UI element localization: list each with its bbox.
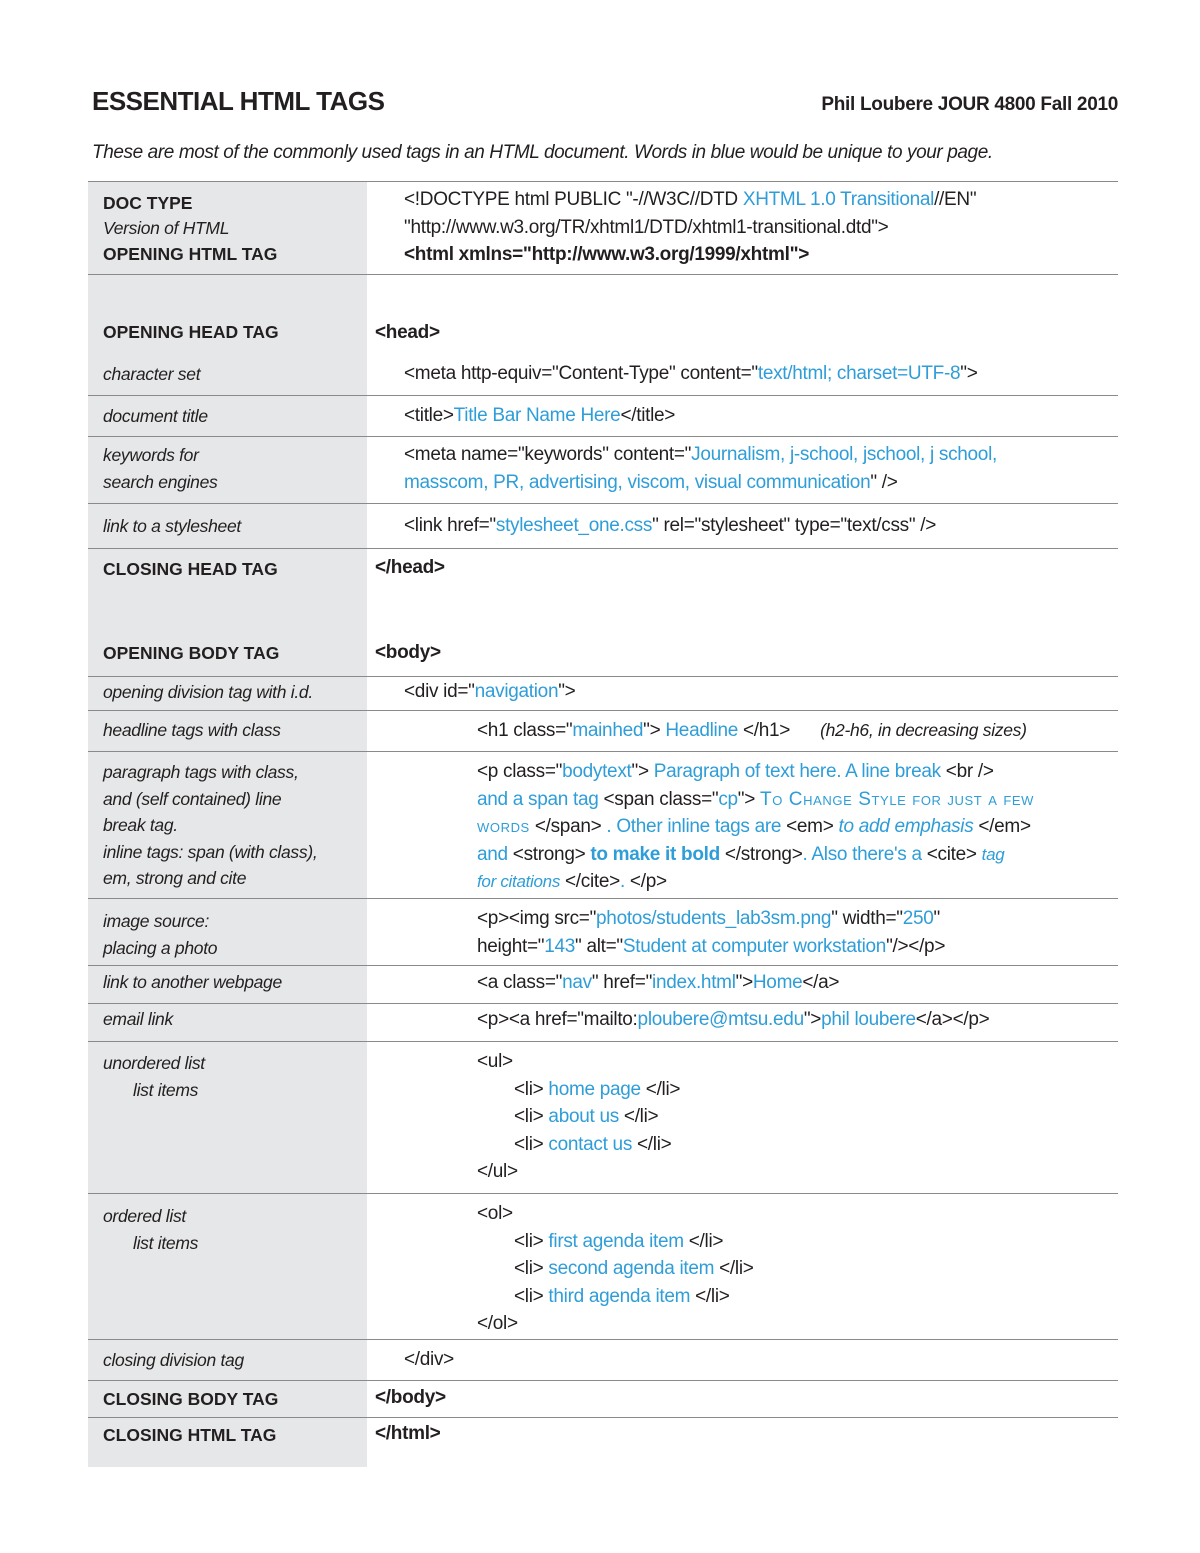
label-body-open: OPENING BODY TAG: [103, 643, 280, 663]
code-line: <ol>: [477, 1203, 513, 1224]
code-text: <title>: [404, 405, 454, 426]
label-head-open: OPENING HEAD TAG: [103, 322, 279, 342]
code-text: <p><img src=": [477, 908, 597, 929]
code-line: [477, 841, 1118, 869]
label-doctype: DOC TYPE: [103, 193, 193, 213]
code-line: <ul>: [477, 1051, 513, 1072]
row-label: [88, 396, 367, 436]
code-line: [404, 441, 1118, 469]
code-text: <li>: [514, 1258, 549, 1279]
label-image-2: placing a photo: [103, 937, 218, 958]
code-text: <!DOCTYPE html PUBLIC "-//W3C//DTD: [404, 189, 743, 210]
code-charset: [367, 355, 1118, 388]
label-image-1: image source:: [103, 911, 210, 931]
unique-text: phil loubere: [821, 1009, 916, 1030]
intro-text: These are most of the commonly used tags in an HTML document. Words in blue would be unique to your page.: [92, 142, 993, 163]
row-email: [88, 1003, 1118, 1041]
code-text: </title>: [620, 405, 676, 426]
code-ol: [367, 1194, 1118, 1338]
row-label: [88, 355, 367, 395]
row-label: [88, 752, 367, 898]
code-text: </li>: [640, 1078, 681, 1100]
row-label: [88, 1381, 367, 1417]
code-keywords: [367, 437, 1118, 496]
label-paragraph-5: em, strong and cite: [103, 868, 247, 888]
code-text: <meta name="keywords" content=": [404, 444, 692, 465]
row-label: [88, 549, 367, 635]
unique-text: home page: [548, 1078, 641, 1100]
code-text: </li>: [714, 1258, 754, 1279]
code-text: ">: [643, 720, 666, 741]
row-body-close: [88, 1380, 1118, 1417]
unique-text: . Other inline tags are: [606, 816, 787, 837]
row-label: [88, 966, 367, 1003]
code-text: </span>: [529, 816, 607, 837]
code-line: <html xmlns="http://www.w3.org/1999/xhtml">: [404, 244, 810, 265]
unique-text: 143: [544, 935, 576, 957]
unique-text: Journalism, j-school, jschool, j school,: [691, 444, 997, 465]
label-stylesheet: link to a stylesheet: [103, 516, 241, 536]
row-label: [88, 1194, 367, 1339]
label-keywords: keywords for: [103, 445, 199, 465]
code-text: " href=": [591, 972, 653, 993]
list-item: [477, 1283, 1118, 1311]
code-text: ">: [558, 681, 576, 702]
code-line: "http://www.w3.org/TR/xhtml1/DTD/xhtml1-transitional.dtd">: [404, 216, 889, 238]
unique-text: to make it bold: [590, 843, 720, 865]
code-head-close: </head>: [375, 557, 445, 578]
code-stylesheet: [367, 504, 1118, 540]
row-label: [88, 182, 367, 274]
list-item: [477, 1228, 1118, 1256]
code-text: " rel="stylesheet" type="text/css" />: [652, 515, 937, 536]
unique-text: Home: [752, 972, 803, 993]
code-line: </ul>: [477, 1161, 518, 1182]
code-text: ": [933, 908, 940, 929]
row-label: [88, 315, 367, 355]
code-text: </a></p>: [915, 1009, 990, 1030]
row-html-close: [88, 1417, 1118, 1467]
unique-text: tag: [981, 844, 1005, 864]
page-title: ESSENTIAL HTML TAGS: [92, 86, 385, 116]
unique-text: Title Bar Name Here: [453, 405, 621, 426]
unique-text: and: [477, 843, 513, 865]
code-text: <link href=": [404, 515, 496, 536]
row-label: [88, 677, 367, 710]
row-label: [88, 437, 367, 503]
code-text: </li>: [683, 1230, 724, 1252]
code-title: [367, 396, 1118, 430]
code-text: ">: [735, 972, 753, 993]
unique-text: mainhed: [572, 720, 644, 741]
label-div-close: closing division tag: [103, 1350, 244, 1370]
row-label: [88, 275, 367, 315]
list-item: [477, 1076, 1118, 1104]
code-text: <span class=": [603, 788, 719, 810]
unique-text: cp: [718, 788, 738, 810]
label-search-engines: search engines: [103, 471, 218, 492]
code-body-close: </body>: [375, 1387, 446, 1408]
unique-text: bodytext: [562, 761, 632, 782]
row-label: [88, 635, 367, 676]
code-email: [367, 1004, 1118, 1034]
code-head-open: <head>: [375, 322, 440, 343]
unique-text: ploubere@mtsu.edu: [637, 1009, 804, 1030]
row-label: [88, 504, 367, 548]
code-text: <div id=": [404, 681, 475, 702]
row-spacer: [88, 274, 1118, 315]
label-ul: unordered list: [103, 1053, 205, 1073]
code-div-open: [367, 677, 1118, 706]
code-body-open: <body>: [375, 642, 441, 663]
unique-text: first agenda item: [548, 1230, 684, 1252]
row-link: [88, 965, 1118, 1003]
code-text: </strong>: [719, 843, 803, 865]
label-charset: character set: [103, 364, 201, 384]
unique-text: to add emphasis: [838, 816, 974, 837]
code-text: </li>: [690, 1285, 730, 1307]
label-body-close: CLOSING BODY TAG: [103, 1389, 279, 1409]
unique-text: photos/students_lab3sm.png: [596, 908, 832, 929]
code-line: [477, 813, 1118, 841]
code-text: </cite>: [560, 871, 620, 892]
code-text: <a class=": [477, 972, 563, 993]
code-line: </ol>: [477, 1313, 518, 1334]
row-ol: [88, 1193, 1118, 1339]
code-line: [477, 933, 1118, 961]
label-email: email link: [103, 1009, 173, 1029]
row-headline: [88, 710, 1118, 751]
unique-text: nav: [562, 972, 592, 993]
row-stylesheet: [88, 503, 1118, 548]
code-text: </em>: [973, 816, 1031, 837]
row-label: [88, 711, 367, 751]
label-link: link to another webpage: [103, 972, 282, 992]
code-text: <p class=": [477, 761, 563, 782]
code-text: height=": [477, 935, 545, 957]
code-text: " />: [870, 471, 898, 493]
unique-text: Student at computer workstation: [622, 935, 887, 957]
row-paragraph: [88, 751, 1118, 898]
row-ul: [88, 1041, 1118, 1193]
code-line: [404, 469, 1118, 497]
code-text: ">: [803, 1009, 822, 1030]
code-text: </a>: [802, 972, 840, 993]
code-text: <li>: [514, 1230, 549, 1252]
unique-text: text/html; charset=UTF-8: [757, 363, 961, 384]
unique-text: and a span tag: [477, 788, 604, 810]
label-title: document title: [103, 406, 208, 426]
label-ol-items: list items: [133, 1232, 199, 1253]
code-text: ">: [960, 363, 978, 384]
code-line: [477, 786, 1118, 814]
code-text: " alt=": [575, 935, 623, 957]
code-paragraph: [367, 752, 1118, 896]
unique-text: masscom, PR, advertising, viscom, visual communication: [404, 471, 871, 493]
code-text: "/></p>: [886, 935, 946, 957]
unique-text: 250: [902, 908, 934, 929]
code-text: <cite>: [926, 843, 982, 865]
label-ul-items: list items: [133, 1079, 199, 1100]
code-text: <li>: [514, 1133, 549, 1155]
code-ul: [367, 1042, 1118, 1186]
code-text: <li>: [514, 1078, 549, 1100]
code-text: " width=": [831, 908, 903, 929]
unique-text: index.html: [652, 972, 736, 993]
label-div-open: opening division tag with i.d.: [103, 682, 313, 702]
unique-text: about us: [548, 1106, 619, 1127]
byline: Phil Loubere JOUR 4800 Fall 2010: [821, 94, 1118, 115]
unique-text: second agenda item: [548, 1258, 715, 1279]
label-html-close: CLOSING HTML TAG: [103, 1425, 277, 1445]
list-item: [477, 1255, 1118, 1283]
code-line: [404, 186, 1118, 214]
row-head-open: [88, 315, 1118, 355]
row-label: [88, 1004, 367, 1041]
code-div-close: </div>: [404, 1349, 454, 1370]
code-link: [367, 966, 1118, 997]
code-text: <meta http-equiv="Content-Type" content=": [404, 363, 758, 384]
code-headline: [367, 711, 1118, 745]
code-text: <p><a href="mailto:: [477, 1009, 638, 1030]
code-text: </h1>: [737, 720, 791, 741]
row-keywords: [88, 436, 1118, 503]
code-text: ">: [631, 761, 654, 782]
label-opening-html: OPENING HTML TAG: [103, 244, 278, 264]
row-charset: [88, 355, 1118, 395]
unique-text: third agenda item: [548, 1285, 691, 1307]
code-text: <li>: [514, 1106, 549, 1127]
tag-reference-table: [88, 181, 1118, 1467]
list-item: [477, 1103, 1118, 1131]
row-label: [88, 1418, 367, 1467]
label-paragraph-1: paragraph tags with class,: [103, 762, 299, 782]
row-body-open: [88, 635, 1118, 676]
code-text: <h1 class=": [477, 720, 573, 741]
label-paragraph-2: and (self contained) line: [103, 788, 282, 809]
unique-text: .: [619, 871, 630, 892]
row-title: [88, 395, 1118, 436]
row-code: [367, 182, 1118, 269]
row-label: [88, 1340, 367, 1380]
label-version: Version of HTML: [103, 217, 230, 238]
code-html-close: </html>: [375, 1423, 441, 1444]
headline-note: (h2-h6, in decreasing sizes): [820, 720, 1027, 740]
unique-text: XHTML 1.0 Transitional: [742, 189, 935, 210]
code-text: <li>: [514, 1285, 549, 1307]
code-line: [477, 758, 1118, 786]
row-label: [88, 899, 367, 965]
unique-text: contact us: [548, 1133, 633, 1155]
unique-text: Paragraph of text here. A line break: [653, 761, 946, 782]
label-headline: headline tags with class: [103, 720, 281, 740]
code-image: [367, 899, 1118, 960]
unique-text: words: [477, 816, 530, 837]
code-line: [477, 905, 1118, 933]
row-div-open: [88, 676, 1118, 710]
code-text: </p>: [629, 871, 667, 892]
unique-text: stylesheet_one.css: [495, 515, 653, 536]
code-text: <br />: [945, 761, 994, 782]
label-ol: ordered list: [103, 1206, 186, 1226]
code-text: <strong>: [512, 843, 591, 865]
code-text: ">: [737, 788, 761, 810]
label-paragraph-4: inline tags: span (with class),: [103, 841, 318, 862]
label-paragraph-3: break tag.: [103, 815, 178, 835]
code-text: </li>: [618, 1106, 659, 1127]
row-div-close: [88, 1339, 1118, 1380]
unique-text: Headline: [665, 720, 738, 741]
unique-text: navigation: [474, 681, 559, 702]
row-doctype: [88, 181, 1118, 274]
code-text: <em>: [786, 816, 839, 837]
unique-text: To Change Style for just a few: [760, 788, 1035, 810]
unique-text: for citations: [477, 872, 561, 891]
unique-text: . Also there's a: [802, 843, 927, 865]
code-text: </li>: [632, 1133, 672, 1155]
row-image: [88, 898, 1118, 965]
row-head-close: [88, 548, 1118, 635]
row-label: [88, 1042, 367, 1193]
code-text: //EN": [934, 189, 977, 210]
label-head-close: CLOSING HEAD TAG: [103, 559, 278, 579]
code-line: [477, 868, 1118, 896]
list-item: [477, 1131, 1118, 1159]
